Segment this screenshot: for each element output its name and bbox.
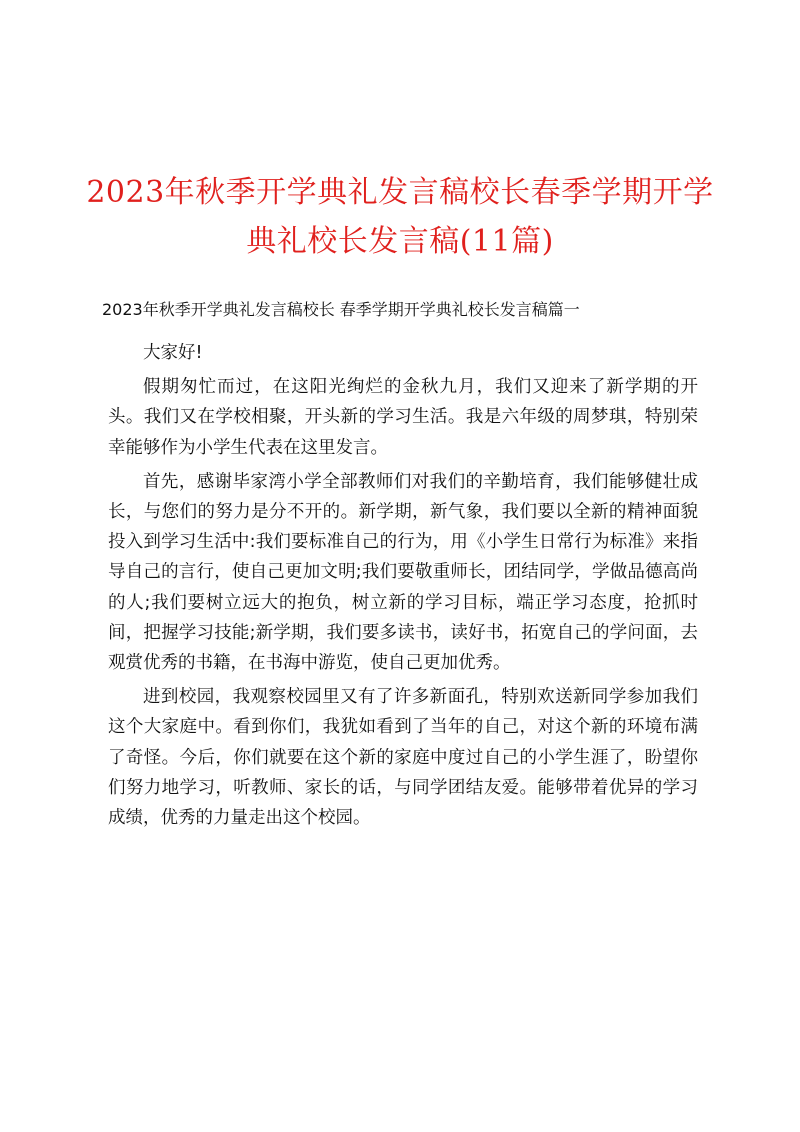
paragraph: 进到校园，我观察校园里又有了许多新面孔，特别欢送新同学参加我们这个大家庭中。看到你们，我犹如看到了当年的自己，对这个新的环境布满了奇怪。今后，你们就要在这个新的家庭中度过自己的小学生涯了，盼望你们努力地学习，听教师、家长的话，与同学团结友爱。能够带着优异的学习成绩，优秀的力量走出这个校园。	[108, 687, 698, 829]
document-subtitle: 2023年秋季开学典礼发言稿校长 春季学期开学典礼校长发言稿篇一	[102, 300, 580, 319]
document-title: 2023年秋季开学典礼发言稿校长春季学期开学典礼校长发言稿(11篇)	[86, 175, 714, 259]
paragraph-greeting: 大家好!	[143, 343, 203, 363]
document-body	[108, 338, 698, 837]
paragraph: 假期匆忙而过，在这阳光绚烂的金秋九月，我们又迎来了新学期的开头。我们又在学校相聚，开头新的学习生活。我是六年级的周梦琪，特别荣幸能够作为小学生代表在这里发言。	[108, 377, 698, 458]
paragraph: 首先，感谢毕家湾小学全部教师们对我们的辛勤培育，我们能够健壮成长，与您们的努力是分不开的。新学期，新气象，我们要以全新的精神面貌投入到学习生活中:我们要标准自己的行为，用《小学生日常行为标准》来指导自己的言行，使自己更加文明;我们要敬重师长，团结同学，学做品德高尚的人;我们要树立远大的抱负，树立新的学习目标，端正学习态度，抢抓时间，把握学习技能;新学期，我们要多读书，读好书，拓宽自己的学问面，去观赏优秀的书籍，在书海中游览，使自己更加优秀。	[108, 471, 698, 674]
